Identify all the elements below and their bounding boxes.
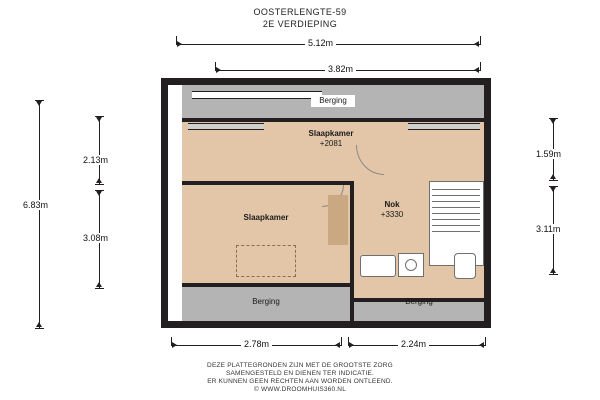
dimension-right-upper-label: 1.59m [533, 149, 564, 159]
label-berging-top: Berging [268, 95, 398, 107]
title-line-floor: 2E VERDIEPING [262, 19, 338, 29]
dimension-bottom-right-label: 2.24m [398, 339, 429, 349]
dimension-left-upper-label: 2.13m [80, 155, 111, 165]
disclaimer-line-3: ER KUNNEN GEEN RECHTEN AAN WORDEN ONTLEEND. [207, 378, 393, 385]
window-upper-right [408, 123, 480, 130]
disclaimer [0, 362, 600, 394]
dimension-top-outer-label: 5.12m [305, 38, 336, 48]
wall-vertical-bottom [350, 298, 354, 321]
disclaimer-line-1: DEZE PLATTEGRONDEN ZIJN MET DE GROOTSTE ZORG [207, 362, 393, 369]
washing-machine-drum [405, 259, 417, 271]
dimension-right-lower-label: 3.11m [533, 224, 563, 234]
floor-plan [161, 78, 491, 328]
dimension-bottom-left-label: 2.78m [241, 339, 272, 349]
page-title [0, 6, 600, 30]
label-slaapkamer-upper: Slaapkamer +2081 [308, 129, 354, 148]
disclaimer-line-2: SAMENGESTELD EN DIENEN TER INDICATIE. [225, 370, 375, 377]
dimension-left-outer-label: 6.83m [20, 200, 51, 210]
label-berging-bottom-left: Berging [252, 297, 280, 306]
label-slaapkamer-lower: Slaapkamer [243, 213, 289, 222]
label-berging-bottom-right: Berging [405, 297, 433, 306]
title-line-address: OOSTERLENGTE-59 [253, 7, 347, 17]
disclaimer-line-4: © WWW.DROOMHUIS360.NL [253, 386, 347, 393]
dimension-left-lower-label: 3.08m [80, 233, 111, 243]
door-lower-bedroom [328, 195, 348, 245]
sofa-icon [360, 255, 396, 277]
bed-outline [236, 245, 296, 277]
label-nok: Nok +3330 [380, 200, 404, 219]
sink-icon [454, 253, 476, 279]
dimension-top-inner-label: 3.82m [325, 64, 356, 74]
